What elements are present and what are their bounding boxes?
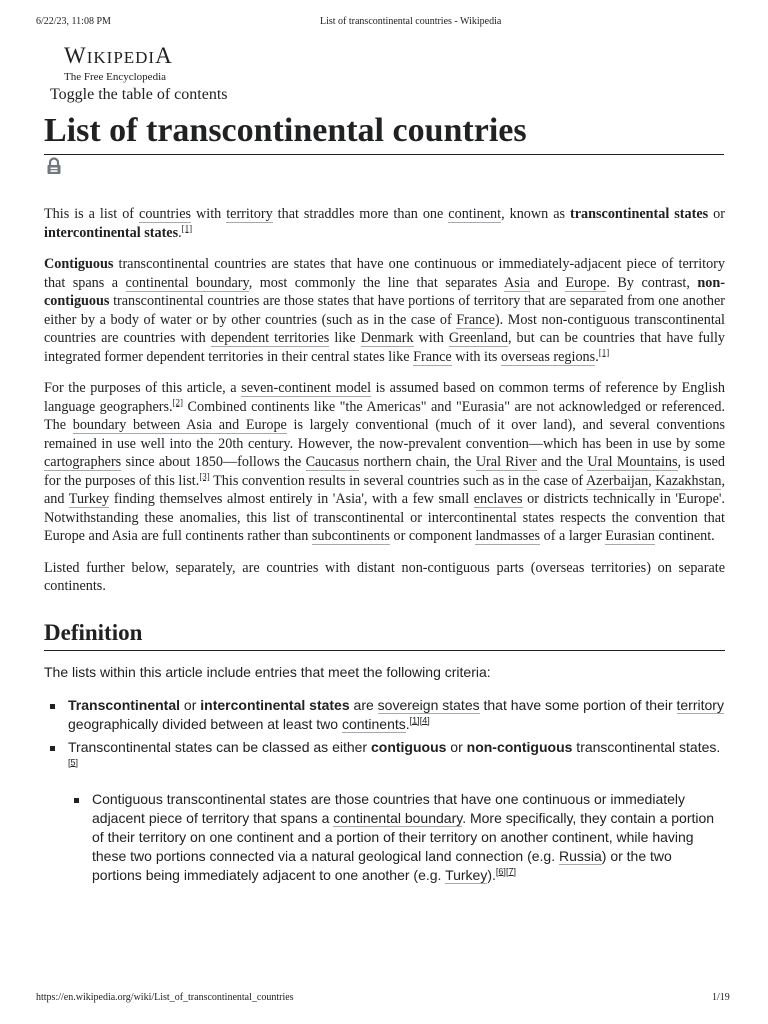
link-boundary-asia-europe[interactable]: boundary between Asia and Europe bbox=[72, 417, 287, 433]
list-item: Transcontinental states can be classed as either contiguous or non-contiguous transcontinental states.[5] Contiguous transcontinental states are those countries that have one continuous or immediately adjacent piece of territory that spans a continental boundary. More specifically, they contain a portion of their territory on one continent and a portion of their territory on another continent, while having these two portions connected via a natural geological land connection (e.g. Russia) or the two portions being immediately adjacent to one another (e.g. Turkey).[6][7] bbox=[44, 738, 725, 885]
citation-3[interactable]: [3] bbox=[199, 470, 210, 481]
logo-tagline: The Free Encyclopedia bbox=[64, 71, 167, 83]
list-item: Contiguous transcontinental states are those countries that have one continuous or immediately adjacent piece of territory that spans a continental boundary. More specifically, they contain a portion of their territory on one continent and a portion of their territory on another continent, while having these two portions connected via a natural geological land connection (e.g. Russia) or the two portions being immediately adjacent to one another (e.g. Turkey).[6][7] bbox=[68, 790, 725, 885]
citation-4[interactable]: [4] bbox=[419, 714, 430, 725]
link-countries[interactable]: countries bbox=[139, 206, 192, 222]
citation-1[interactable]: [1] bbox=[409, 714, 420, 725]
link-continents[interactable]: continents bbox=[341, 715, 406, 732]
link-eurasian[interactable]: Eurasian bbox=[605, 528, 655, 544]
citation-6[interactable]: [6] bbox=[495, 865, 506, 876]
link-caucasus[interactable]: Caucasus bbox=[305, 454, 360, 470]
link-europe[interactable]: Europe bbox=[565, 274, 607, 291]
link-continent[interactable]: continent bbox=[448, 206, 502, 222]
link-france-2[interactable]: France bbox=[413, 348, 452, 365]
link-turkey-2[interactable]: Turkey bbox=[445, 866, 488, 883]
citation-1[interactable]: [1] bbox=[181, 222, 193, 233]
link-sovereign-states[interactable]: sovereign states bbox=[377, 696, 480, 713]
link-russia[interactable]: Russia bbox=[558, 847, 602, 864]
link-france[interactable]: France bbox=[456, 311, 495, 328]
intro-paragraph: This is a list of countries with territory that straddles more than one continent, known as transcontinental states or intercontinental states.[1] bbox=[44, 206, 725, 241]
link-turkey[interactable]: Turkey bbox=[68, 491, 110, 507]
link-continental-boundary-2[interactable]: continental boundary bbox=[333, 809, 463, 826]
definition-intro: The lists within this article include entries that meet the following criteria: bbox=[44, 663, 491, 680]
print-footer-url: https://en.wikipedia.org/wiki/List_of_transcontinental_countries bbox=[36, 992, 294, 1003]
citation-2[interactable]: [2] bbox=[172, 396, 184, 407]
link-ural-mountains[interactable]: Ural Mountains bbox=[587, 454, 678, 470]
contiguous-paragraph: Contiguous transcontinental countries are states that have one continuous or immediately-adjacent piece of territory that spans a continental boundary, most commonly the line that separates Asia and Europe. By contrast, non-contiguous transcontinental countries are those states that have portions of territory that are separated from one another either by a body of water or by other countries (such as in the case of France). Most non-contiguous transcontinental countries are countries with dependent territories like Denmark with Greenland, but can be countries that have fully integrated former dependent territories in their central states like France with its overseas regions.[1] bbox=[44, 256, 725, 365]
toc-toggle-button[interactable]: Toggle the table of contents bbox=[50, 86, 228, 103]
link-kazakhstan[interactable]: Kazakhstan bbox=[655, 472, 722, 489]
link-seven-continent-model[interactable]: seven-continent model bbox=[241, 380, 372, 396]
wikipedia-logo[interactable] bbox=[64, 44, 173, 84]
print-footer-page: 1/19 bbox=[712, 992, 730, 1003]
logo-wordmark: WIKIPEDIA bbox=[64, 43, 173, 68]
overseas-paragraph: Listed further below, separately, are countries with distant non-contiguous parts (overseas territories) on separate continents. bbox=[44, 559, 725, 594]
link-greenland[interactable]: Greenland bbox=[448, 330, 508, 346]
citation-5[interactable]: [5] bbox=[68, 756, 79, 767]
list-item: Transcontinental or intercontinental states are sovereign states that have some portion of their territory geographically divided between at least two continents.[1][4] bbox=[44, 696, 725, 734]
model-paragraph: For the purposes of this article, a seven-continent model is assumed based on common terms of reference by English language geographers.[2] Combined continents like "the Americas" and "Eurasia" are not acknowledged or referenced. The boundary between Asia and Europe is largely conventional (much of it over land), and several conventions remained in use well into the 20th century. However, the now-prevalent convention—which has been in use by some cartographers since about 1850—follows the Caucasus northern chain, the Ural River and the Ural Mountains, is used for the purposes of this list.[3] This convention results in several countries such as in the case of Azerbaijan, Kazakhstan, and Turkey finding themselves almost entirely in 'Asia', with a few small enclaves or districts technically in 'Europe'. Notwithstanding these anomalies, this list of transcontinental or intercontinental states respects the convention that Europe and Asia are full continents rather than subcontinents or component landmasses of a larger Eurasian continent. bbox=[44, 380, 726, 544]
citation-7[interactable]: [7] bbox=[505, 865, 516, 876]
citation-1[interactable]: [1] bbox=[598, 346, 610, 357]
article-body bbox=[44, 205, 725, 889]
section-heading-definition: Definition bbox=[44, 618, 725, 651]
sub-criteria-list bbox=[68, 790, 725, 885]
link-subcontinents[interactable]: subcontinents bbox=[311, 528, 390, 544]
link-territory[interactable]: territory bbox=[226, 206, 273, 222]
link-azerbaijan[interactable]: Azerbaijan bbox=[585, 472, 649, 489]
link-dependent-territories[interactable]: dependent territories bbox=[210, 330, 330, 346]
link-asia[interactable]: Asia bbox=[503, 274, 530, 291]
link-cartographers[interactable]: cartographers bbox=[44, 454, 122, 470]
print-header-datetime: 6/22/23, 11:08 PM bbox=[36, 16, 111, 27]
link-denmark[interactable]: Denmark bbox=[360, 330, 414, 346]
lock-icon bbox=[45, 157, 63, 175]
link-ural-river[interactable]: Ural River bbox=[475, 454, 537, 470]
link-territory-2[interactable]: territory bbox=[676, 696, 724, 713]
link-enclaves[interactable]: enclaves bbox=[473, 491, 523, 507]
link-landmasses[interactable]: landmasses bbox=[475, 528, 541, 544]
print-header-title: List of transcontinental countries - Wikipedia bbox=[320, 16, 502, 27]
criteria-list bbox=[44, 696, 725, 885]
link-continental-boundary[interactable]: continental boundary bbox=[125, 274, 249, 291]
page-title: List of transcontinental countries bbox=[44, 110, 724, 155]
link-overseas-regions[interactable]: overseas regions bbox=[501, 348, 596, 365]
